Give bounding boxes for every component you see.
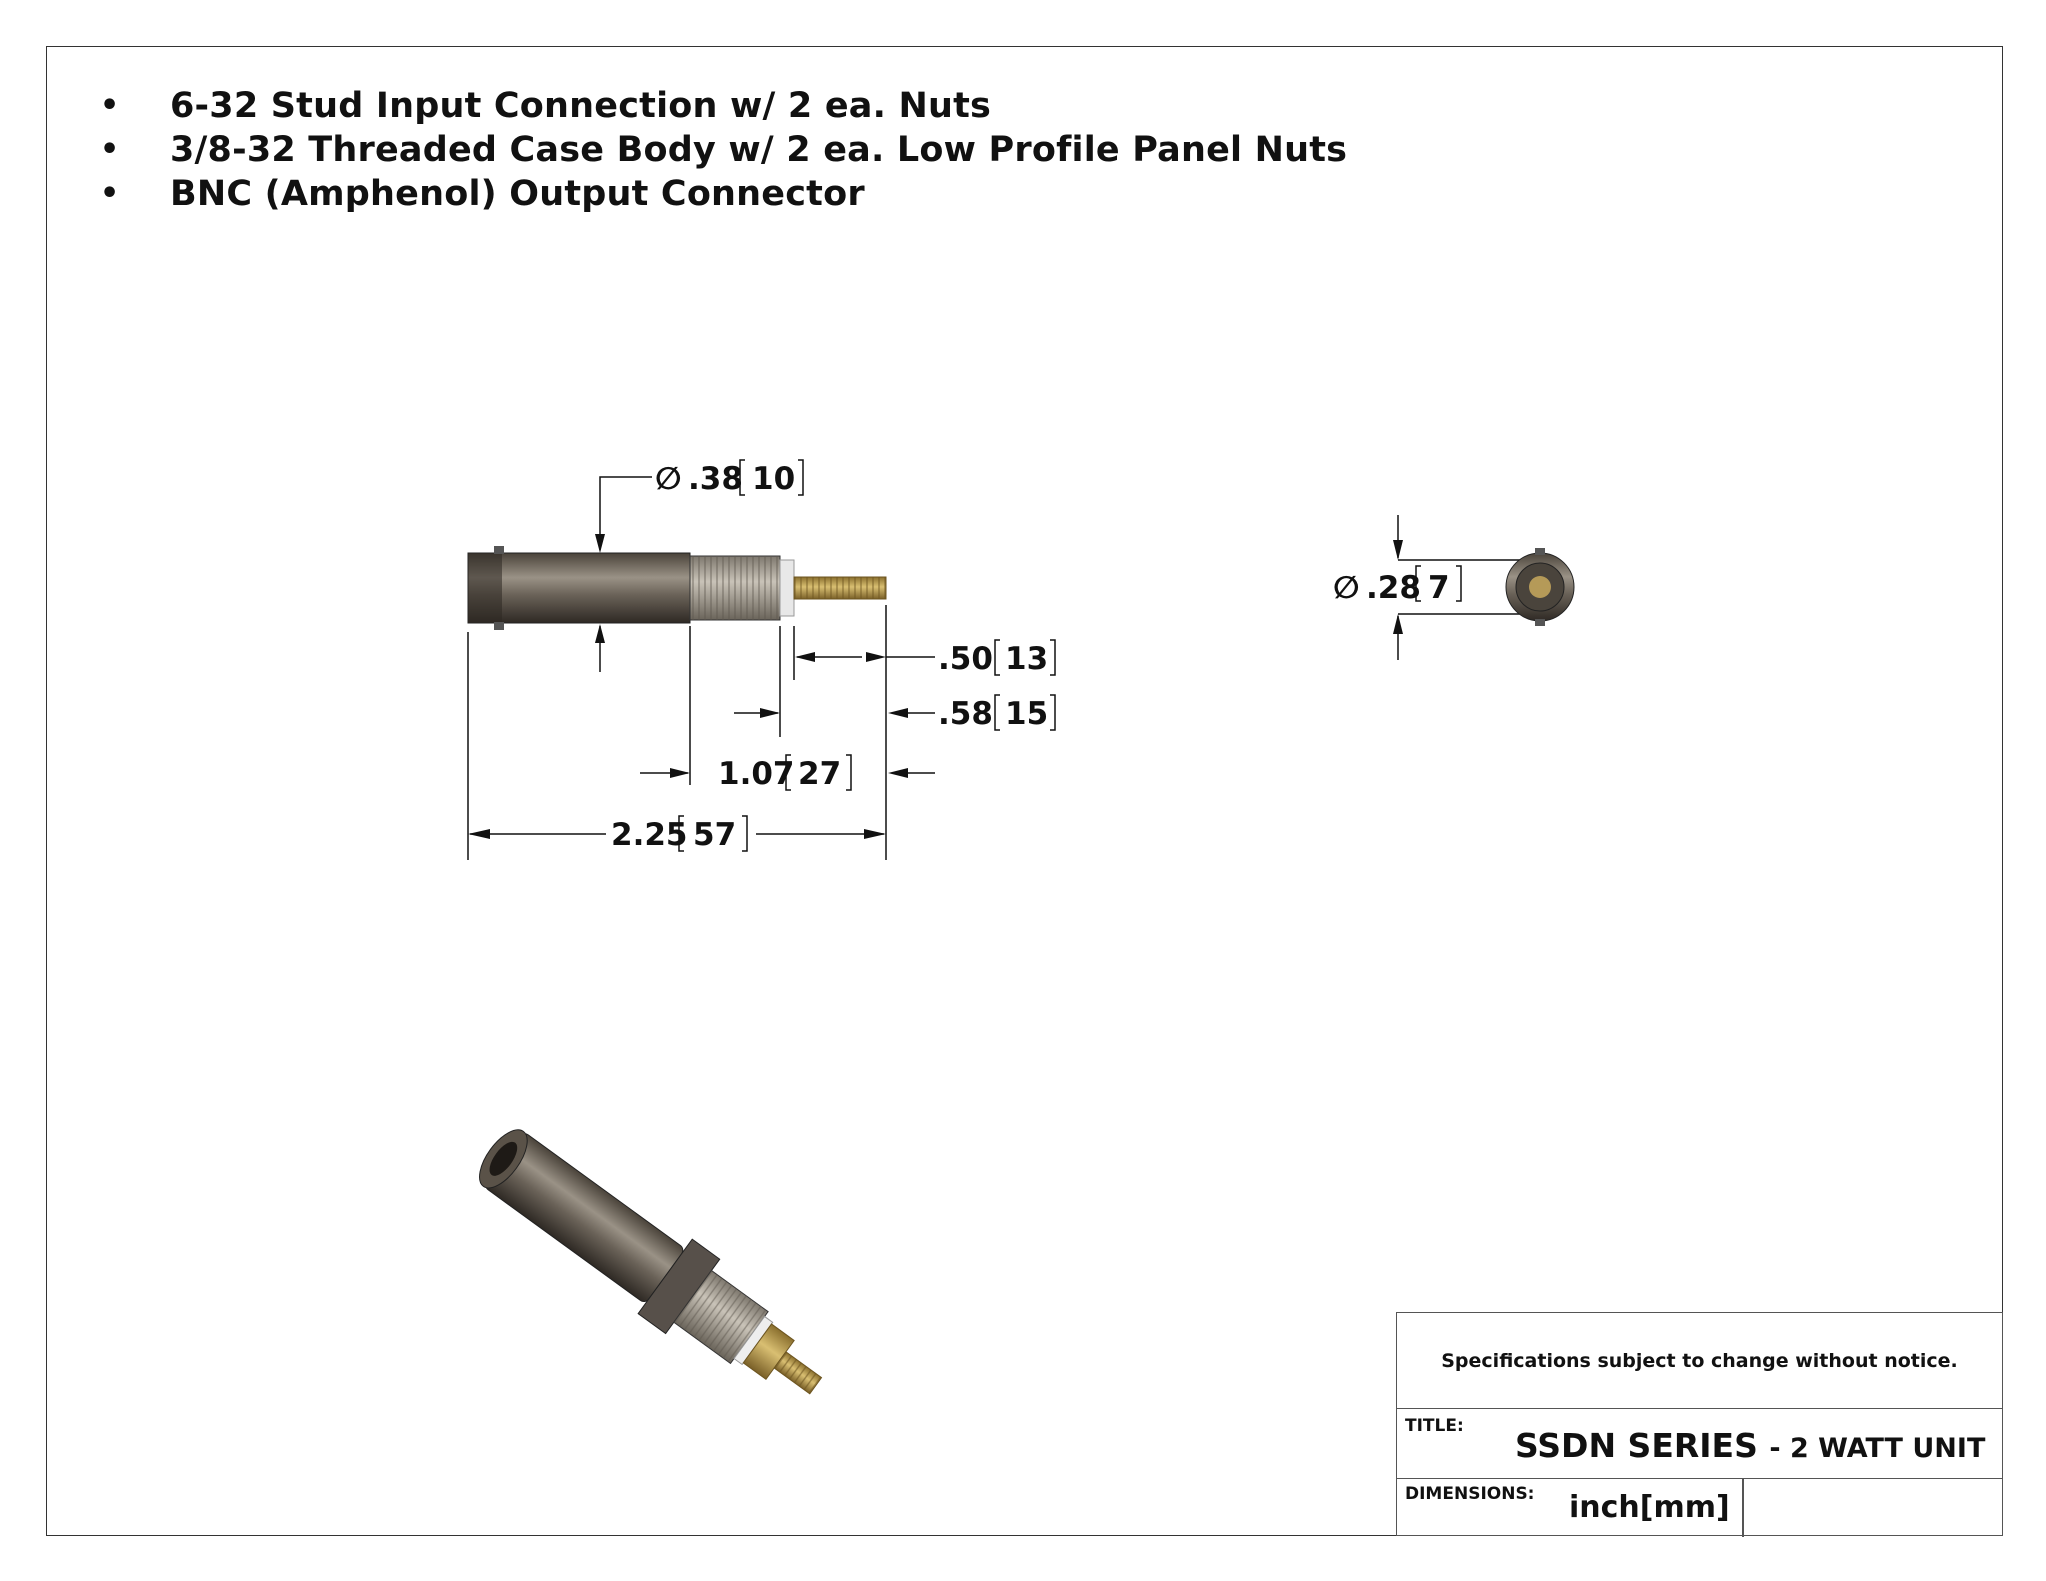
dimensions-row (1397, 1478, 2002, 1537)
bayonet-pin-bottom (494, 622, 504, 630)
arrow-icon (888, 768, 908, 778)
feature-item: • 6-32 Stud Input Connection w/ 2 ea. Nuts (100, 86, 992, 126)
arrow-icon (670, 768, 690, 778)
thread-texture (690, 556, 780, 620)
feature-item: • 3/8-32 Threaded Case Body w/ 2 ea. Low Profile Panel Nuts (100, 130, 1348, 170)
drawing-title (1515, 1426, 1985, 1465)
dimensions-unit: inch[mm] (1569, 1490, 1730, 1525)
arrow-icon (864, 829, 886, 839)
arrow-icon (1393, 540, 1403, 560)
arrow-icon (866, 652, 886, 662)
bullet-icon: • (100, 132, 120, 167)
title-row (1397, 1408, 2002, 1479)
diameter-symbol: ∅ (655, 461, 682, 497)
bracket (846, 755, 851, 790)
arrow-icon (595, 534, 605, 553)
bracket (798, 460, 803, 495)
bracket (995, 640, 1000, 675)
arrow-icon (888, 708, 908, 718)
dim-value-mm: 10 (752, 461, 796, 497)
dim-value-mm: 57 (693, 817, 737, 853)
title-main: SSDN SERIES (1515, 1426, 1758, 1465)
dim-value-inch: 2.25 (611, 817, 688, 853)
feature-item: • BNC (Amphenol) Output Connector (100, 174, 865, 214)
diameter-symbol: ∅ (1333, 570, 1360, 606)
bracket (742, 816, 747, 851)
divider (1742, 1478, 1744, 1537)
arrow-icon (468, 829, 490, 839)
arrow-icon (595, 624, 605, 643)
bracket (995, 695, 1000, 730)
end-view-pin-top (1535, 548, 1545, 555)
insulator (780, 560, 794, 616)
end-view-center (1529, 576, 1551, 598)
title-label: TITLE: (1405, 1416, 1464, 1436)
dim-value-inch: .28 (1366, 570, 1421, 606)
bracket (1456, 566, 1461, 601)
dim-value-mm: 13 (1005, 641, 1049, 677)
title-block (1396, 1312, 2003, 1536)
bullet-icon: • (100, 176, 120, 211)
title-sub: - 2 WATT UNIT (1769, 1433, 1986, 1464)
arrow-icon (760, 708, 780, 718)
notice-text: Specifications subject to change without notice. (1397, 1313, 2002, 1409)
bnc-end-ring (468, 553, 502, 623)
arrow-icon (795, 652, 815, 662)
dim-value-mm: 7 (1428, 570, 1450, 606)
isometric-view (463, 1112, 842, 1423)
diameter-leader (600, 477, 652, 550)
dim-value-mm: 15 (1005, 696, 1049, 732)
arrow-icon (1393, 614, 1403, 634)
bracket (1050, 640, 1055, 675)
bullet-icon: • (100, 88, 120, 123)
dim-value-inch: 1.07 (718, 756, 795, 792)
bayonet-pin-top (494, 546, 504, 554)
end-view-pin-bottom (1535, 619, 1545, 626)
bracket (1050, 695, 1055, 730)
stud-thread-texture (794, 577, 886, 599)
dim-value-inch: .50 (938, 641, 993, 677)
side-view (468, 546, 886, 630)
dim-value-inch: .58 (938, 696, 993, 732)
dim-value-mm: 27 (798, 756, 842, 792)
dim-value-inch: .38 (688, 461, 743, 497)
dimensions-label: DIMENSIONS: (1405, 1484, 1535, 1504)
